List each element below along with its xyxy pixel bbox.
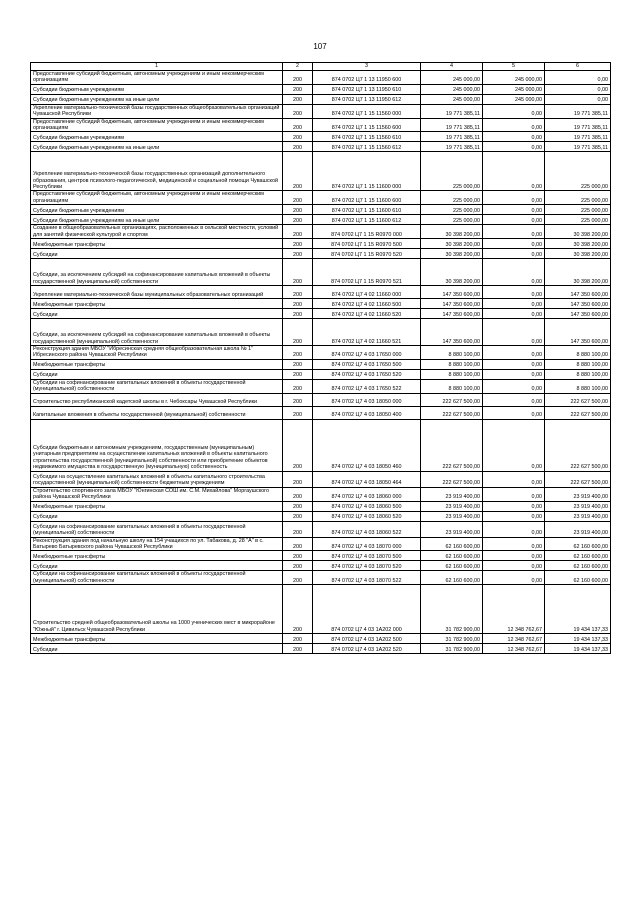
cell-code: 874 0702 Ц7 1 15 11560 600 [313, 118, 421, 132]
cell-c4: 62 160 600,00 [421, 537, 483, 551]
page-number: 107 [313, 42, 327, 51]
table-row [31, 511, 611, 521]
cell-name: Межбюджетные трансферты [31, 551, 283, 561]
cell-rz: 200 [283, 132, 313, 142]
cell-code: 874 0702 Ц7 4 02 11660 000 [313, 286, 421, 299]
table-row [31, 561, 611, 571]
col-header-6: 6 [545, 63, 611, 71]
cell-rz: 200 [283, 225, 313, 239]
cell-code: 874 0702 Ц7 1 15 R0970 520 [313, 249, 421, 259]
cell-code: 874 0702 Ц7 4 03 18060 000 [313, 487, 421, 501]
cell-rz: 200 [283, 585, 313, 634]
cell-c5: 0,00 [483, 561, 545, 571]
cell-rz: 200 [283, 521, 313, 537]
cell-c4: 222 627 500,00 [421, 393, 483, 406]
cell-c6: 8 880 100,00 [545, 359, 611, 369]
cell-rz: 200 [283, 346, 313, 360]
cell-code: 874 0702 Ц7 1 15 11560 000 [313, 104, 421, 118]
cell-code: 874 0702 Ц7 4 03 17650 520 [313, 369, 421, 379]
cell-c4: 31 782 900,00 [421, 644, 483, 654]
cell-c4: 30 398 200,00 [421, 249, 483, 259]
cell-name: Субсидии [31, 249, 283, 259]
cell-c4: 222 627 500,00 [421, 471, 483, 487]
cell-name: Субсидии на софинансирование капитальных вложений в объекты государственной (муниципальной) собственности [31, 379, 283, 393]
cell-name: Субсидии [31, 561, 283, 571]
cell-c6: 8 880 100,00 [545, 379, 611, 393]
table-row [31, 205, 611, 215]
col-header-2: 2 [283, 63, 313, 71]
cell-name: Субсидии бюджетным учреждениям на иные цели [31, 142, 283, 152]
cell-c4: 225 000,00 [421, 152, 483, 191]
cell-c4: 245 000,00 [421, 84, 483, 94]
cell-c4: 8 880 100,00 [421, 346, 483, 360]
cell-name: Укрепление материально-технической базы государственных организаций дополнительного образования, центров психолого-педагогической, медицинской и социальной помощи Чувашской Республики [31, 152, 283, 191]
cell-c6: 30 398 200,00 [545, 259, 611, 286]
cell-c6: 62 160 600,00 [545, 551, 611, 561]
cell-c6: 19 434 137,33 [545, 585, 611, 634]
table-row [31, 571, 611, 585]
cell-code: 874 0702 Ц7 1 15 11600 610 [313, 205, 421, 215]
cell-c4: 30 398 200,00 [421, 225, 483, 239]
cell-c6: 30 398 200,00 [545, 249, 611, 259]
cell-rz: 200 [283, 299, 313, 309]
cell-rz: 200 [283, 319, 313, 346]
cell-c4: 245 000,00 [421, 71, 483, 85]
table-row [31, 249, 611, 259]
cell-name: Субсидии бюджетным учреждениям [31, 84, 283, 94]
cell-c6: 8 880 100,00 [545, 369, 611, 379]
cell-c4: 62 160 600,00 [421, 571, 483, 585]
cell-c4: 147 350 600,00 [421, 286, 483, 299]
table-row [31, 634, 611, 644]
cell-c6: 0,00 [545, 94, 611, 104]
cell-rz: 200 [283, 215, 313, 225]
cell-c5: 0,00 [483, 571, 545, 585]
cell-c6: 23 919 400,00 [545, 487, 611, 501]
cell-name: Предоставление субсидий бюджетным, автономным учреждениям и иным некоммерческим организациям [31, 71, 283, 85]
cell-name: Субсидии на софинансирование капитальных вложений в объекты государственной (муниципальной) собственности [31, 571, 283, 585]
cell-c6: 62 160 600,00 [545, 571, 611, 585]
cell-c4: 225 000,00 [421, 191, 483, 205]
cell-c4: 62 160 600,00 [421, 551, 483, 561]
cell-c6: 19 771 385,11 [545, 142, 611, 152]
table-row [31, 551, 611, 561]
cell-rz: 200 [283, 511, 313, 521]
cell-name: Субсидии [31, 511, 283, 521]
cell-rz: 200 [283, 286, 313, 299]
cell-code: 874 0702 Ц7 4 02 11660 520 [313, 309, 421, 319]
cell-name: Межбюджетные трансферты [31, 634, 283, 644]
cell-rz: 200 [283, 471, 313, 487]
cell-code: 874 0702 Ц7 4 03 18060 520 [313, 511, 421, 521]
cell-c4: 23 919 400,00 [421, 487, 483, 501]
cell-c6: 19 434 137,33 [545, 644, 611, 654]
cell-rz: 200 [283, 259, 313, 286]
cell-c4: 225 000,00 [421, 205, 483, 215]
cell-rz: 200 [283, 84, 313, 94]
cell-c5: 0,00 [483, 419, 545, 471]
cell-code: 874 0702 Ц7 4 03 1А202 520 [313, 644, 421, 654]
table-row [31, 259, 611, 286]
table-row [31, 132, 611, 142]
cell-code: 874 0702 Ц7 4 03 18070 522 [313, 571, 421, 585]
cell-rz: 200 [283, 309, 313, 319]
table-row [31, 191, 611, 205]
cell-c4: 8 880 100,00 [421, 359, 483, 369]
table-row [31, 359, 611, 369]
cell-code: 874 0702 Ц7 1 15 R0970 521 [313, 259, 421, 286]
cell-c6: 147 350 600,00 [545, 286, 611, 299]
cell-code: 874 0702 Ц7 4 03 1А202 500 [313, 634, 421, 644]
cell-c6: 30 398 200,00 [545, 239, 611, 249]
table-row [31, 346, 611, 360]
cell-c6: 23 919 400,00 [545, 511, 611, 521]
cell-c6: 23 919 400,00 [545, 521, 611, 537]
cell-code: 874 0702 Ц7 1 15 11600 600 [313, 191, 421, 205]
cell-c6: 19 434 137,33 [545, 634, 611, 644]
table-row [31, 94, 611, 104]
cell-c5: 0,00 [483, 369, 545, 379]
cell-c4: 23 919 400,00 [421, 521, 483, 537]
cell-c5: 12 348 762,67 [483, 634, 545, 644]
table-row [31, 521, 611, 537]
table-row [31, 142, 611, 152]
cell-c5: 245 000,00 [483, 94, 545, 104]
cell-rz: 200 [283, 406, 313, 419]
table-row [31, 537, 611, 551]
cell-c5: 0,00 [483, 118, 545, 132]
cell-code: 874 0702 Ц7 1 15 R0970 500 [313, 239, 421, 249]
cell-c6: 8 880 100,00 [545, 346, 611, 360]
cell-rz: 200 [283, 104, 313, 118]
col-header-4: 4 [421, 63, 483, 71]
cell-name: Строительство республиканской кадетской школы в г. Чебоксары Чувашской Республики [31, 393, 283, 406]
cell-c6: 62 160 600,00 [545, 561, 611, 571]
cell-c5: 0,00 [483, 309, 545, 319]
cell-c5: 12 348 762,67 [483, 585, 545, 634]
cell-c6: 225 000,00 [545, 205, 611, 215]
table-row [31, 104, 611, 118]
cell-code: 874 0702 Ц7 4 03 18050 000 [313, 393, 421, 406]
cell-code: 874 0702 Ц7 4 03 18060 522 [313, 521, 421, 537]
cell-name: Реконструкция здания под начальную школу на 154 учащихся по ул. Табакова, д. 28 "А" в с. Батырево Батыревского района Чувашской Республики [31, 537, 283, 551]
table-row [31, 299, 611, 309]
table-row [31, 644, 611, 654]
cell-c6: 225 000,00 [545, 191, 611, 205]
cell-rz: 200 [283, 393, 313, 406]
cell-code: 874 0702 Ц7 4 03 18060 500 [313, 501, 421, 511]
cell-name: Субсидии на софинансирование капитальных вложений в объекты государственной (муниципальной) собственности [31, 521, 283, 537]
cell-rz: 200 [283, 561, 313, 571]
cell-rz: 200 [283, 551, 313, 561]
cell-rz: 200 [283, 205, 313, 215]
table-row [31, 84, 611, 94]
cell-rz: 200 [283, 249, 313, 259]
cell-name: Межбюджетные трансферты [31, 359, 283, 369]
cell-name: Межбюджетные трансферты [31, 299, 283, 309]
cell-c5: 0,00 [483, 511, 545, 521]
cell-code: 874 0702 Ц7 1 13 11950 600 [313, 71, 421, 85]
cell-name: Субсидии [31, 309, 283, 319]
cell-code: 874 0702 Ц7 4 02 11660 500 [313, 299, 421, 309]
cell-name: Субсидии бюджетным учреждениям на иные цели [31, 215, 283, 225]
cell-c6: 222 627 500,00 [545, 419, 611, 471]
cell-name: Субсидии бюджетным и автономным учреждениям, государственным (муниципальным) унитарным предприятиям на осуществление капитальных вложений в объекты капитального строительства государственной (муниципальной) собственности или приобретение объектов недвижимого имущества в государственную (муниципальную) собственность [31, 419, 283, 471]
cell-c4: 19 771 385,11 [421, 132, 483, 142]
cell-c5: 0,00 [483, 286, 545, 299]
table-row [31, 393, 611, 406]
cell-c4: 19 771 385,11 [421, 104, 483, 118]
cell-code: 874 0702 Ц7 4 03 17650 500 [313, 359, 421, 369]
cell-name: Предоставление субсидий бюджетным, автономным учреждениям и иным некоммерческим организациям [31, 191, 283, 205]
cell-c4: 23 919 400,00 [421, 511, 483, 521]
cell-c6: 19 771 385,11 [545, 104, 611, 118]
cell-c5: 0,00 [483, 132, 545, 142]
cell-name: Межбюджетные трансферты [31, 239, 283, 249]
cell-c4: 245 000,00 [421, 94, 483, 104]
cell-c4: 30 398 200,00 [421, 239, 483, 249]
cell-name: Строительство средней общеобразовательной школы на 1000 ученических мест в микрорайоне "Южный" г. Цивильск Чувашской Республики [31, 585, 283, 634]
cell-rz: 200 [283, 501, 313, 511]
table-row [31, 71, 611, 85]
cell-c4: 8 880 100,00 [421, 379, 483, 393]
table-row [31, 225, 611, 239]
table-row [31, 239, 611, 249]
cell-rz: 200 [283, 239, 313, 249]
cell-c5: 0,00 [483, 319, 545, 346]
cell-c5: 0,00 [483, 406, 545, 419]
cell-name: Предоставление субсидий бюджетным, автономным учреждениям и иным некоммерческим организациям [31, 118, 283, 132]
cell-c6: 222 627 500,00 [545, 471, 611, 487]
cell-c4: 23 919 400,00 [421, 501, 483, 511]
cell-code: 874 0702 Ц7 1 15 11560 612 [313, 142, 421, 152]
cell-c6: 0,00 [545, 71, 611, 85]
cell-name: Реконструкция здания МБОУ "Ибресинская средняя общеобразовательная школа № 1" Ибресинского района Чувашской Республики [31, 346, 283, 360]
col-header-3: 3 [313, 63, 421, 71]
cell-rz: 200 [283, 419, 313, 471]
cell-rz: 200 [283, 118, 313, 132]
cell-code: 874 0702 Ц7 1 13 11950 612 [313, 94, 421, 104]
cell-code: 874 0702 Ц7 1 13 11950 610 [313, 84, 421, 94]
cell-code: 874 0702 Ц7 4 03 17650 000 [313, 346, 421, 360]
cell-c5: 0,00 [483, 249, 545, 259]
cell-name: Межбюджетные трансферты [31, 501, 283, 511]
cell-rz: 200 [283, 644, 313, 654]
cell-c6: 222 627 500,00 [545, 406, 611, 419]
cell-name: Субсидии, за исключением субсидий на софинансирование капитальных вложений в объекты государственной (муниципальной) собственности [31, 259, 283, 286]
cell-name: Строительство спортивного зала МБОУ "Юнгинская СОШ им. С.М. Михайлова" Моргаушского района Чувашской Республики [31, 487, 283, 501]
cell-code: 874 0702 Ц7 4 02 11660 521 [313, 319, 421, 346]
cell-code: 874 0702 Ц7 1 15 R0970 000 [313, 225, 421, 239]
cell-c5: 12 348 762,67 [483, 644, 545, 654]
table-row [31, 118, 611, 132]
cell-c4: 147 350 600,00 [421, 319, 483, 346]
cell-code: 874 0702 Ц7 4 03 18050 400 [313, 406, 421, 419]
cell-c4: 30 398 200,00 [421, 259, 483, 286]
cell-code: 874 0702 Ц7 1 15 11560 610 [313, 132, 421, 142]
cell-c4: 147 350 600,00 [421, 309, 483, 319]
table-row [31, 319, 611, 346]
cell-name: Субсидии бюджетным учреждениям на иные цели [31, 94, 283, 104]
cell-c4: 222 627 500,00 [421, 419, 483, 471]
cell-code: 874 0702 Ц7 4 03 18070 500 [313, 551, 421, 561]
cell-c5: 0,00 [483, 142, 545, 152]
cell-c6: 0,00 [545, 84, 611, 94]
cell-c6: 19 771 385,11 [545, 132, 611, 142]
cell-code: 874 0702 Ц7 1 15 11600 612 [313, 215, 421, 225]
cell-code: 874 0702 Ц7 4 03 18050 464 [313, 471, 421, 487]
table-row [31, 406, 611, 419]
cell-c5: 0,00 [483, 225, 545, 239]
cell-code: 874 0702 Ц7 4 03 18070 000 [313, 537, 421, 551]
table-row [31, 419, 611, 471]
cell-c5: 0,00 [483, 487, 545, 501]
cell-c5: 0,00 [483, 471, 545, 487]
cell-c5: 0,00 [483, 152, 545, 191]
cell-rz: 200 [283, 487, 313, 501]
cell-c4: 225 000,00 [421, 215, 483, 225]
cell-c5: 245 000,00 [483, 71, 545, 85]
cell-code: 874 0702 Ц7 4 03 18070 520 [313, 561, 421, 571]
cell-c4: 31 782 900,00 [421, 634, 483, 644]
cell-c4: 222 627 500,00 [421, 406, 483, 419]
cell-c6: 147 350 600,00 [545, 319, 611, 346]
cell-name: Укрепление материально-технической базы муниципальных образовательных организаций [31, 286, 283, 299]
cell-rz: 200 [283, 94, 313, 104]
cell-rz: 200 [283, 142, 313, 152]
cell-c5: 0,00 [483, 359, 545, 369]
cell-name: Субсидии, за исключением субсидий на софинансирование капитальных вложений в объекты государственной (муниципальной) собственности [31, 319, 283, 346]
cell-c4: 147 350 600,00 [421, 299, 483, 309]
table-row [31, 286, 611, 299]
budget-table [30, 62, 611, 654]
cell-c5: 0,00 [483, 551, 545, 561]
cell-c6: 147 350 600,00 [545, 299, 611, 309]
table-row [31, 152, 611, 191]
cell-rz: 200 [283, 71, 313, 85]
cell-name: Субсидии [31, 644, 283, 654]
table-row [31, 215, 611, 225]
table-header-row [31, 63, 611, 71]
cell-c5: 0,00 [483, 393, 545, 406]
cell-code: 874 0702 Ц7 4 03 1А202 000 [313, 585, 421, 634]
cell-c5: 245 000,00 [483, 84, 545, 94]
cell-name: Субсидии [31, 369, 283, 379]
cell-rz: 200 [283, 571, 313, 585]
cell-name: Субсидии бюджетным учреждениям [31, 132, 283, 142]
cell-c4: 19 771 385,11 [421, 142, 483, 152]
table-row [31, 309, 611, 319]
cell-name: Капитальные вложения в объекты государственной (муниципальной) собственности [31, 406, 283, 419]
cell-c5: 0,00 [483, 346, 545, 360]
cell-c5: 0,00 [483, 379, 545, 393]
cell-c4: 62 160 600,00 [421, 561, 483, 571]
cell-rz: 200 [283, 379, 313, 393]
cell-c6: 30 398 200,00 [545, 225, 611, 239]
table-row [31, 501, 611, 511]
cell-code: 874 0702 Ц7 4 03 18050 460 [313, 419, 421, 471]
cell-rz: 200 [283, 634, 313, 644]
col-header-1: 1 [31, 63, 283, 71]
cell-c5: 0,00 [483, 537, 545, 551]
table-row [31, 585, 611, 634]
col-header-5: 5 [483, 63, 545, 71]
cell-c5: 0,00 [483, 191, 545, 205]
cell-name: Субсидии бюджетным учреждениям [31, 205, 283, 215]
cell-c6: 222 627 500,00 [545, 393, 611, 406]
cell-c6: 225 000,00 [545, 152, 611, 191]
cell-c4: 8 880 100,00 [421, 369, 483, 379]
table-row [31, 369, 611, 379]
cell-c5: 0,00 [483, 501, 545, 511]
cell-code: 874 0702 Ц7 4 03 17650 522 [313, 379, 421, 393]
cell-name: Создание в общеобразовательных организациях, расположенных в сельской местности, условий для занятий физической культурой и спортом [31, 225, 283, 239]
cell-name: Субсидии на осуществление капитальных вложений в объекты капитального строительства государственной (муниципальной) собственности бюджетным учреждениям [31, 471, 283, 487]
cell-c6: 225 000,00 [545, 215, 611, 225]
cell-c5: 0,00 [483, 205, 545, 215]
cell-code: 874 0702 Ц7 1 15 11600 000 [313, 152, 421, 191]
cell-c6: 147 350 600,00 [545, 309, 611, 319]
cell-c4: 19 771 385,11 [421, 118, 483, 132]
cell-c5: 0,00 [483, 259, 545, 286]
cell-c5: 0,00 [483, 521, 545, 537]
cell-c5: 0,00 [483, 239, 545, 249]
cell-c6: 23 919 400,00 [545, 501, 611, 511]
cell-c5: 0,00 [483, 215, 545, 225]
cell-rz: 200 [283, 152, 313, 191]
cell-c6: 19 771 385,11 [545, 118, 611, 132]
cell-c5: 0,00 [483, 299, 545, 309]
cell-c5: 0,00 [483, 104, 545, 118]
cell-rz: 200 [283, 191, 313, 205]
cell-name: Укрепление материально-технической базы государственных общеобразовательных организаций Чувашской Республики [31, 104, 283, 118]
cell-rz: 200 [283, 359, 313, 369]
cell-rz: 200 [283, 369, 313, 379]
cell-rz: 200 [283, 537, 313, 551]
table-row [31, 471, 611, 487]
table-row [31, 487, 611, 501]
cell-c4: 31 782 900,00 [421, 585, 483, 634]
table-row [31, 379, 611, 393]
cell-c6: 62 160 600,00 [545, 537, 611, 551]
